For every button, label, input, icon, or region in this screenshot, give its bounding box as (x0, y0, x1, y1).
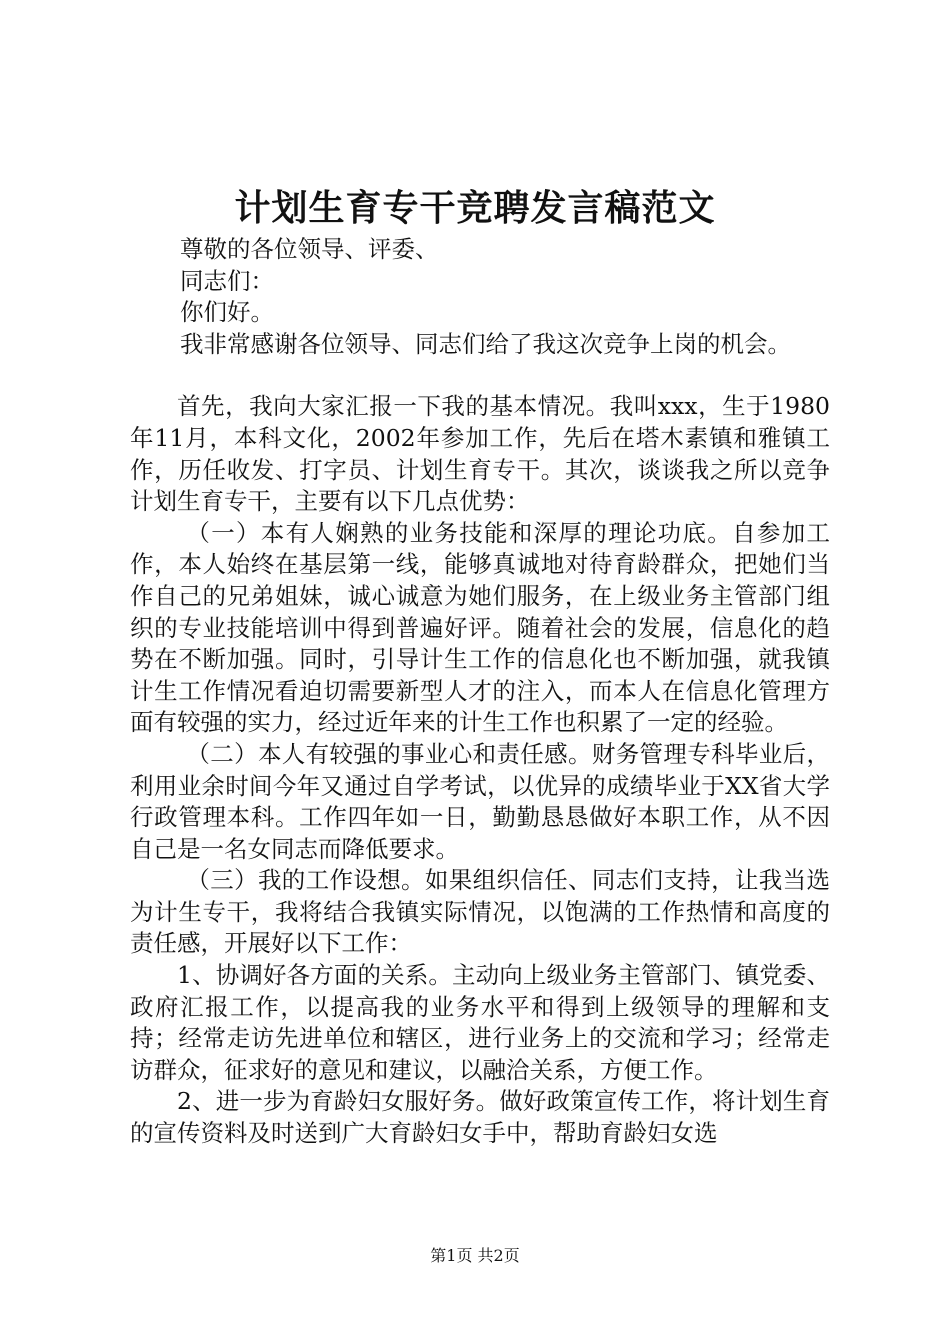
page-footer: 第1页 共2页 (430, 1246, 520, 1265)
body-paragraph: 首先，我向大家汇报一下我的基本情况。我叫xxx，生于1980年11月，本科文化，2002年参加工作，先后在塔木素镇和雅镇工作，历任收发、打字员、计划生育专干。其次，谈谈我之所以竞争计划生育专干，主要有以下几点优势： (130, 392, 830, 516)
body-paragraph: （一）本有人娴熟的业务技能和深厚的理论功底。自参加工作，本人始终在基层第一线，能够真诚地对待育龄群众，把她们当作自己的兄弟姐妹，诚心诚意为她们服务，在上级业务主管部门组织的专业技能培训中得到普遍好评。随着社会的发展，信息化的趋势在不断加强。同时，引导计生工作的信息化也不断加强，就我镇计生工作情况看迫切需要新型人才的注入，而本人在信息化管理方面有较强的实力，经过近年来的计生工作也积累了一定的经验。 (130, 518, 830, 737)
salutation-line: 尊敬的各位领导、评委、 (180, 235, 439, 263)
body-paragraph: （二）本人有较强的事业心和责任感。财务管理专科毕业后，利用业余时间今年又通过自学考试，以优异的成绩毕业于XX省大学行政管理本科。工作四年如一日，勤勤恳恳做好本职工作，从不因自己是一名女同志而降低要求。 (130, 739, 830, 863)
salutation-line: 同志们： (180, 266, 274, 295)
paragraph-spacer (130, 360, 830, 391)
body-paragraph: 2、进一步为育龄妇女服好务。做好政策宣传工作，将计划生育的宣传资料及时送到广大育龄妇女手中，帮助育龄妇女选 (130, 1087, 830, 1148)
document-body (130, 234, 830, 1150)
salutation-line: 我非常感谢各位领导、同志们给了我这次竞争上岗的机会。 (180, 329, 791, 358)
body-paragraph: 1、协调好各方面的关系。主动向上级业务主管部门、镇党委、政府汇报工作，以提高我的业务水平和得到上级领导的理解和支持；经常走访先进单位和辖区，进行业务上的交流和学习；经常走访群众，征求好的意见和建议，以融洽关系，方便工作。 (130, 961, 830, 1084)
body-paragraph: （三）我的工作设想。如果组织信任、同志们支持，让我当选为计生专干，我将结合我镇实际情况，以饱满的工作热情和高度的责任感，开展好以下工作： (130, 866, 830, 958)
salutation-line: 你们好。 (180, 298, 274, 327)
document-title: 计划生育专干竞聘发言稿范文 (234, 187, 716, 229)
